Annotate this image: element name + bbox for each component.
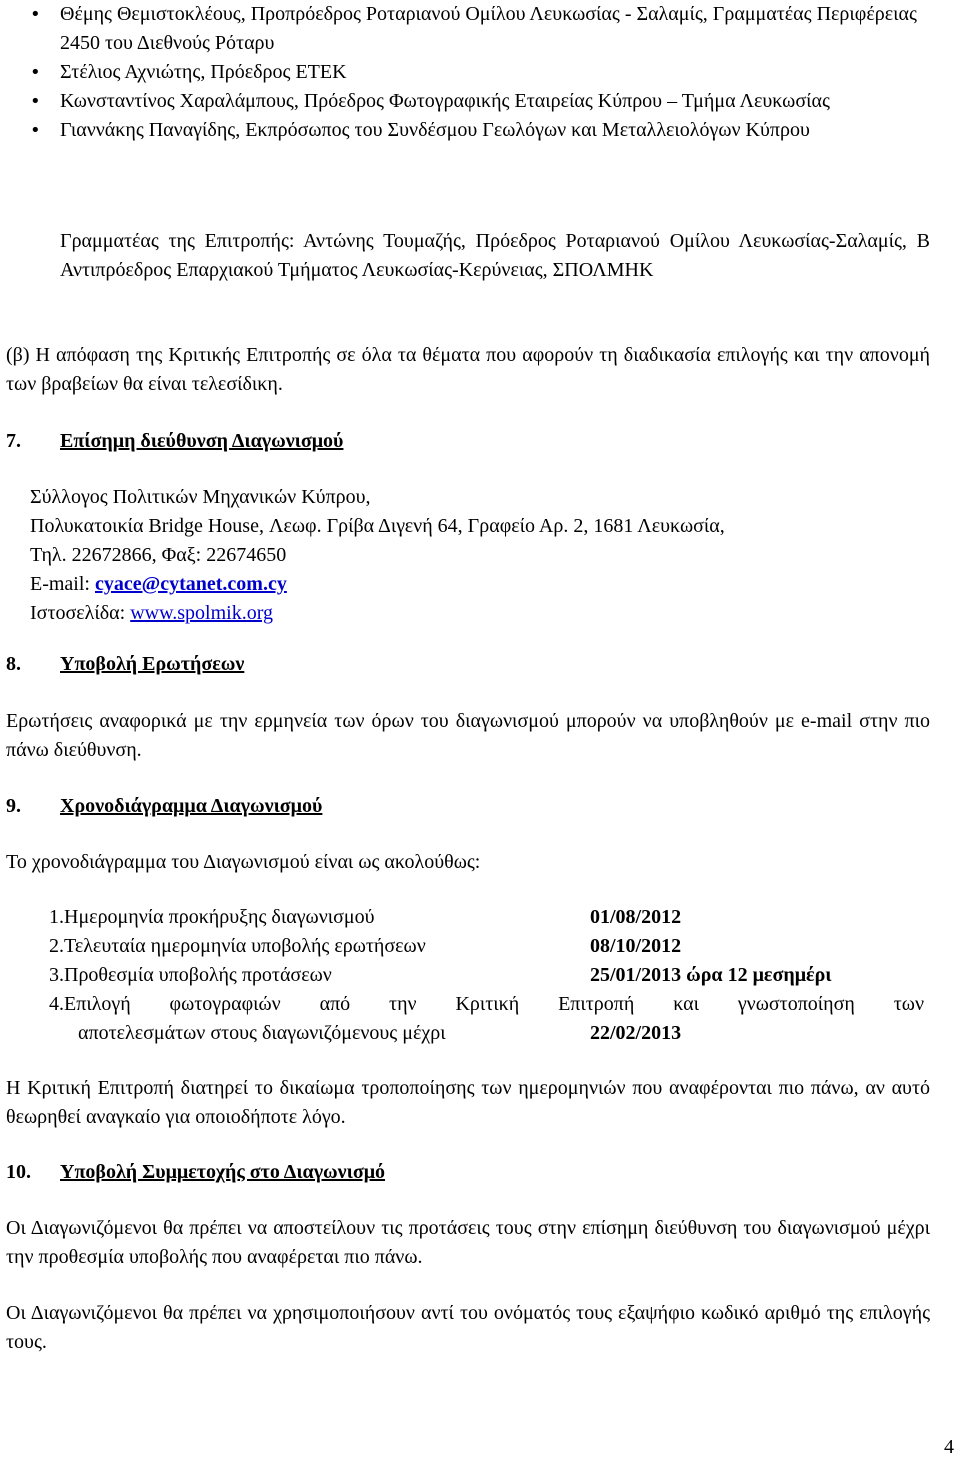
schedule-item-label: Τελευταία ημερομηνία υποβολής ερωτήσεων <box>64 935 426 957</box>
committee-member: • Στέλιος Αχνιώτης, Πρόεδρος ΕΤΕΚ <box>30 58 930 87</box>
section-title: Υποβολή Συμμετοχής στο Διαγωνισμό <box>60 1161 386 1183</box>
section-number: 7. <box>6 430 21 452</box>
schedule-item-label: Επιλογή φωτογραφιών από την Κριτική Επιτροπή και γνωστοποίηση των <box>64 993 924 1015</box>
schedule-item-label: Ημερομηνία προκήρυξης διαγωνισμού <box>64 906 375 928</box>
section-8-body: Ερωτήσεις αναφορικά με την ερμηνεία των όρων του διαγωνισμού μπορούν να υποβληθούν με e-mail στην πιο πάνω διεύθυνση. <box>6 710 930 761</box>
decision-note: (β) Η απόφαση της Κριτικής Επιτροπής σε όλα τα θέματα που αφορούν τη διαδικασία επιλογής και την απονομή των βραβείων θα είναι τελεσίδικη. <box>6 344 930 395</box>
schedule-intro: Το χρονοδιάγραμμα του Διαγωνισμού είναι ως ακολούθως: <box>6 851 481 873</box>
committee-member: • Γιαννάκης Παναγίδης, Εκπρόσωπος του Συνδέσμου Γεωλόγων και Μεταλλειολόγων Κύπρου <box>30 116 930 145</box>
section-10-paragraph-1: Οι Διαγωνιζόμενοι θα πρέπει να αποστείλουν τις προτάσεις τους στην επίσημη διεύθυνση του διαγωνισμού μέχρι την προθεσμία υποβολής που αναφέρεται πιο πάνω. <box>6 1217 930 1268</box>
section-title: Χρονοδιάγραμμα Διαγωνισμού <box>60 795 323 817</box>
section-10-heading <box>6 1158 385 1187</box>
section-number: 8. <box>6 653 21 675</box>
committee-member: • Κωνσταντίνος Χαραλάμπους, Πρόεδρος Φωτογραφικής Εταιρείας Κύπρου – Τμήμα Λευκωσίας <box>30 87 930 116</box>
section-9-heading <box>6 792 322 821</box>
schedule-item <box>38 990 930 1048</box>
section-title: Υποβολή Ερωτήσεων <box>60 653 245 675</box>
section-title: Επίσημη διεύθυνση Διαγωνισμού <box>60 430 344 452</box>
section-8-heading <box>6 650 244 679</box>
schedule-item-number: 1. <box>49 906 64 928</box>
email-label: E-mail: <box>30 573 95 595</box>
website-line <box>30 599 930 628</box>
address-line: Πολυκατοικία Bridge House, Λεωφ. Γρίβα Διγενή 64, Γραφείο Αρ. 2, 1681 Λευκωσία, <box>30 515 725 537</box>
official-address <box>30 483 930 628</box>
section-7-heading <box>6 427 343 456</box>
committee-member: • Θέμης Θεμιστοκλέους, Προπρόεδρος Ροταριανού Ομίλου Λευκωσίας - Σαλαμίς, Γραμματέας Περιφέρειας 2450 του Διεθνούς Ρόταρυ <box>30 0 930 58</box>
section-number: 10. <box>6 1161 31 1183</box>
schedule-item <box>38 932 930 961</box>
committee-members-list <box>30 0 930 145</box>
schedule-item-number: 4. <box>49 993 64 1015</box>
phone-fax-line: Τηλ. 22672866, Φαξ: 22674650 <box>30 544 287 566</box>
schedule-item-date: 08/10/2012 <box>590 935 682 957</box>
schedule-item <box>38 903 930 932</box>
schedule-list <box>38 903 930 1048</box>
schedule-item-date: 25/01/2013 ώρα 12 μεσημέρι <box>590 964 832 986</box>
schedule-item-label: Προθεσμία υποβολής προτάσεων <box>64 964 332 986</box>
email-line <box>30 570 930 599</box>
schedule-item-date: 22/02/2013 <box>590 1022 682 1044</box>
committee-secretary: Γραμματέας της Επιτροπής: Αντώνης Τουμαζής, Πρόεδρος Ροταριανού Ομίλου Λευκωσίας-Σαλαμίς, Β Αντιπρόεδρος Επαρχιακού Τμήματος Λευκωσίας-Κερύνειας, ΣΠΟΛΜΗΚ <box>60 230 930 281</box>
schedule-item-number: 2. <box>49 935 64 957</box>
schedule-item-label-continued: αποτελεσμάτων στους διαγωνιζόμενους μέχρι <box>78 1022 446 1044</box>
page-number: 4 <box>944 1436 954 1458</box>
schedule-item-number: 3. <box>49 964 64 986</box>
section-number: 9. <box>6 795 21 817</box>
section-10-paragraph-2: Οι Διαγωνιζόμενοι θα πρέπει να χρησιμοποιήσουν αντί του ονόματός τους εξαψήφιο κωδικό αριθμό της επιλογής τους. <box>6 1302 930 1353</box>
schedule-item <box>38 961 930 990</box>
email-link[interactable]: cyace@cytanet.com.cy <box>94 573 287 595</box>
website-link[interactable]: www.spolmik.org <box>130 602 273 624</box>
website-label: Ιστοσελίδα: <box>30 602 131 624</box>
schedule-item-date: 01/08/2012 <box>590 906 682 928</box>
address-line: Σύλλογος Πολιτικών Μηχανικών Κύπρου, <box>30 486 371 508</box>
schedule-footer: Η Κριτική Επιτροπή διατηρεί το δικαίωμα τροποποίησης των ημερομηνιών που αναφέρονται πιο πάνω, αν αυτό θεωρηθεί αναγκαίο για οποιοδήποτε λόγο. <box>6 1077 930 1128</box>
